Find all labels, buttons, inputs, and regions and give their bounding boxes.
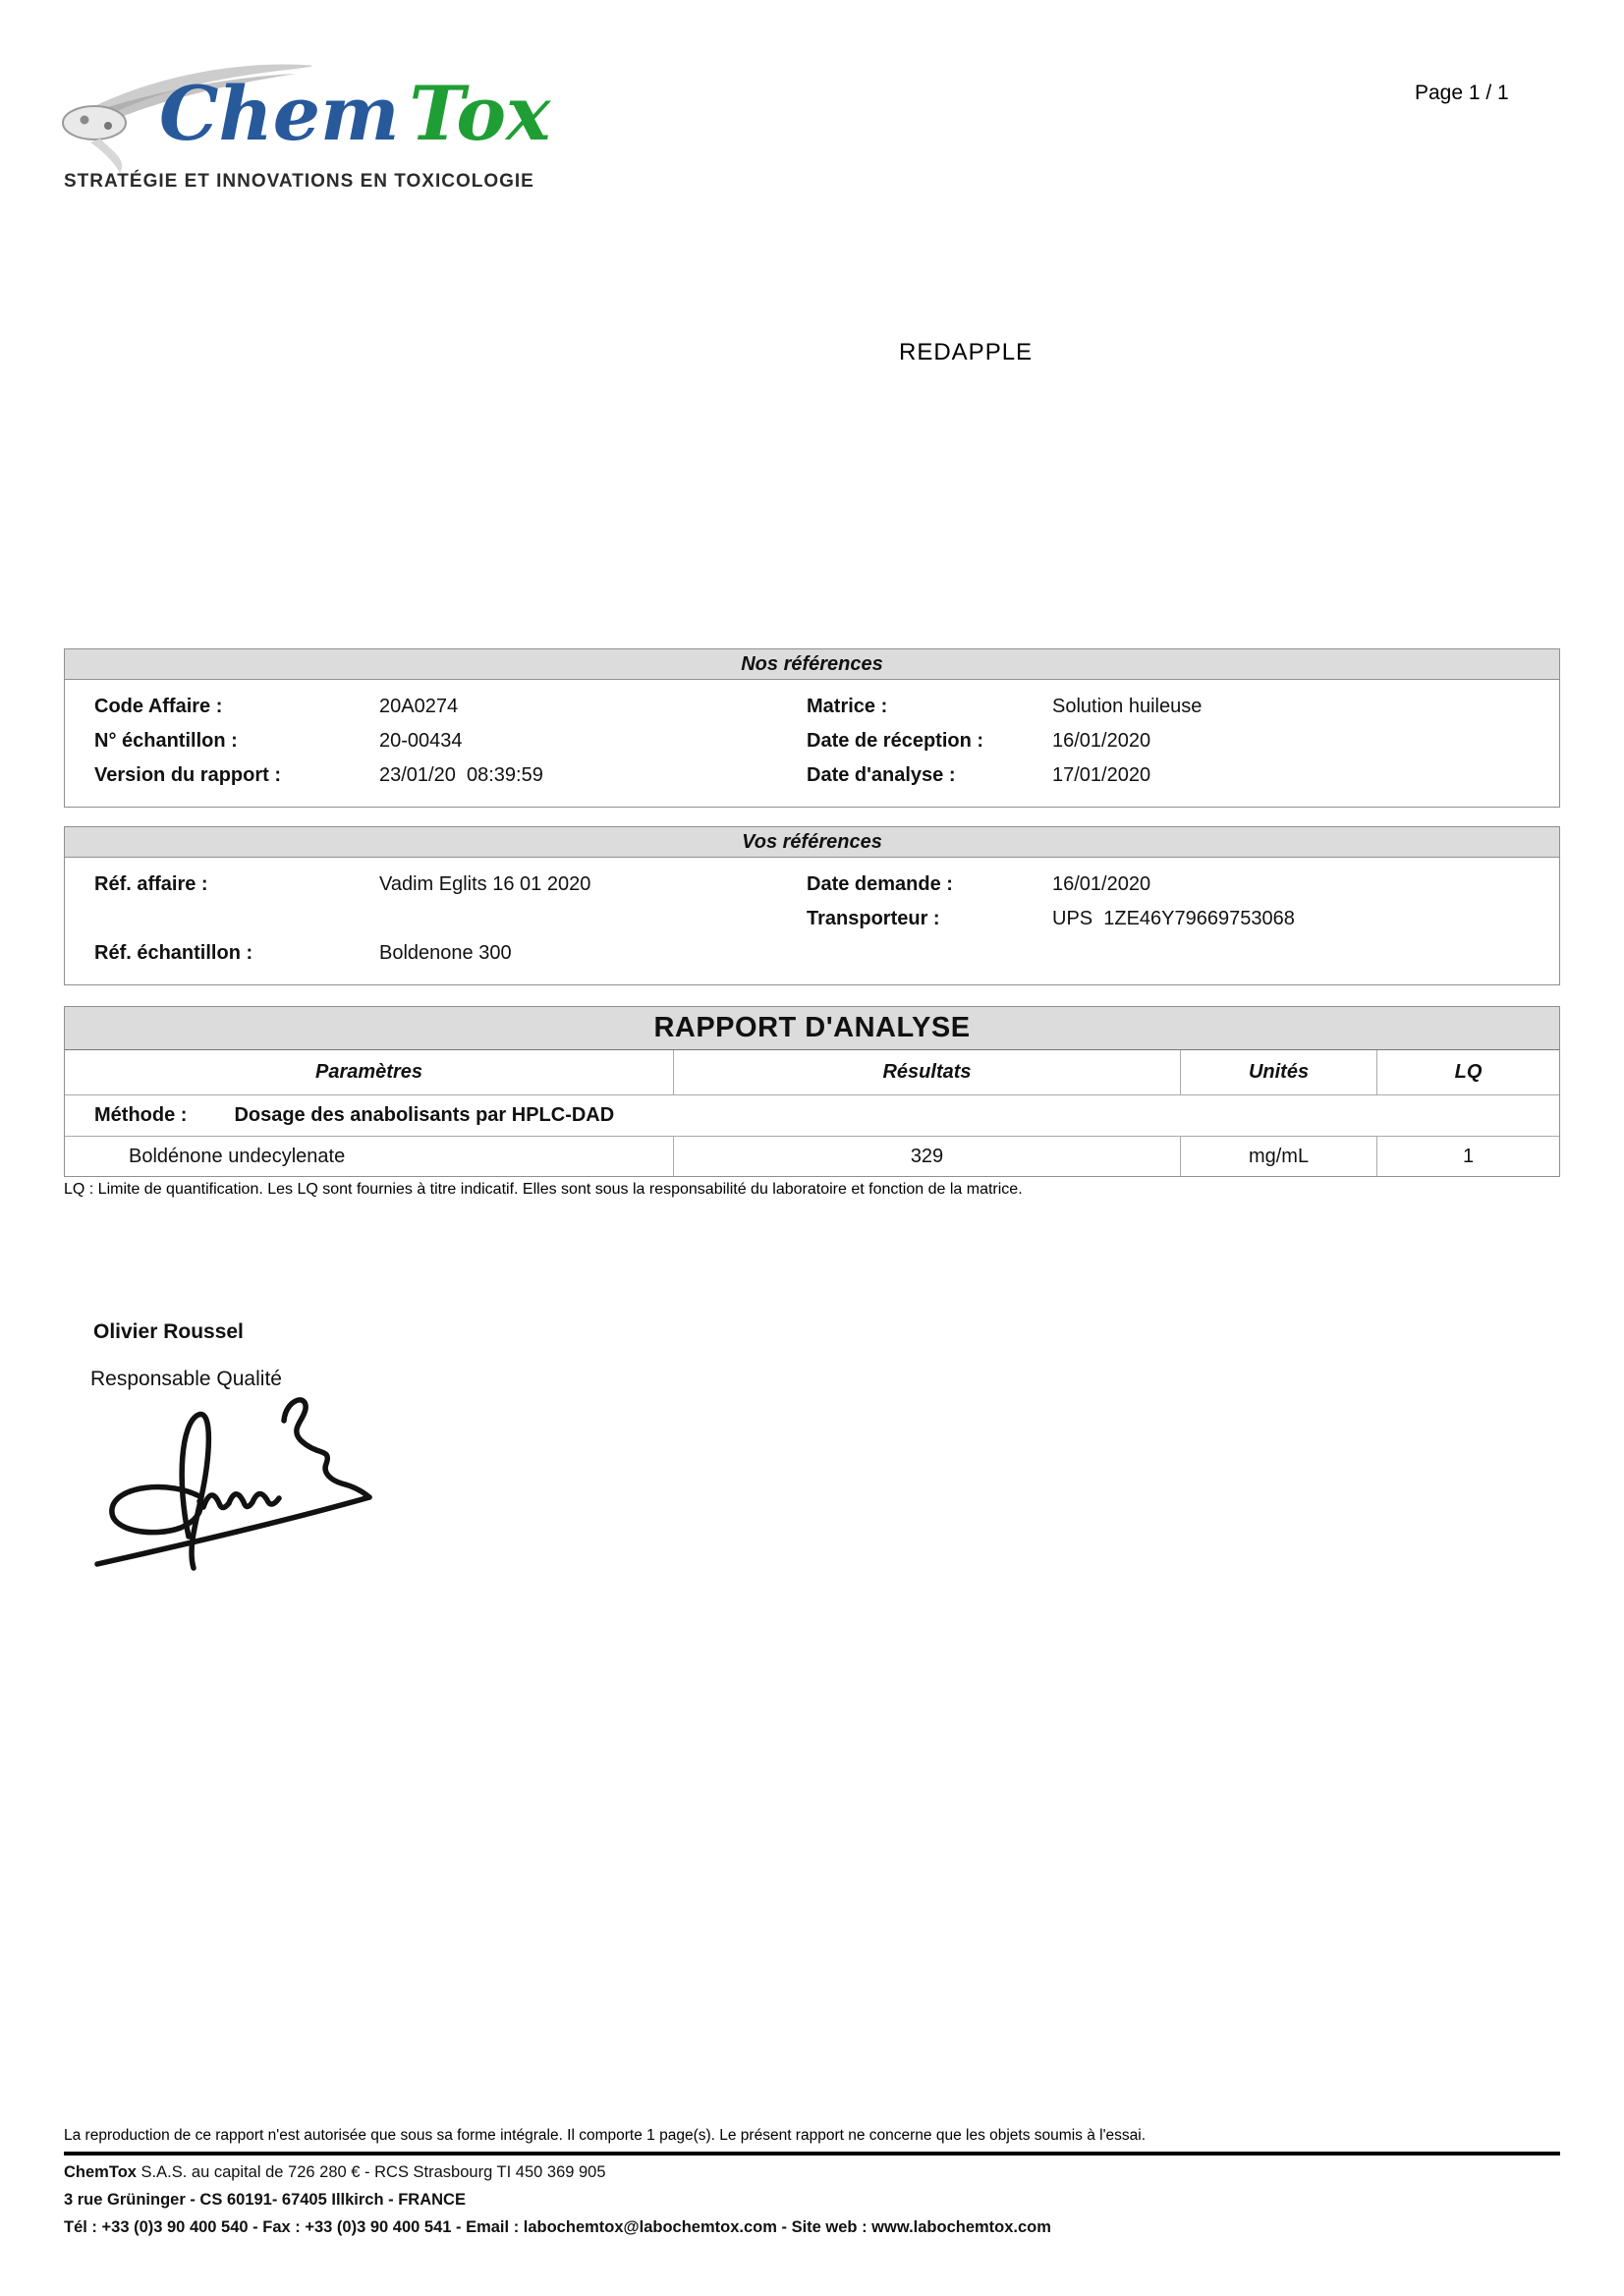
- client-name: REDAPPLE: [899, 339, 1034, 365]
- field-value: 16/01/2020: [1052, 730, 1151, 752]
- field-value: 20A0274: [379, 696, 459, 717]
- result-row: [65, 1137, 1559, 1176]
- column-header-row: [65, 1050, 1559, 1095]
- field-value: UPS 1ZE46Y79669753068: [1052, 908, 1295, 929]
- field-label: Réf. échantillon :: [94, 942, 253, 964]
- signatory-name: Olivier Roussel: [93, 1320, 244, 1343]
- signatory-role: Responsable Qualité: [90, 1368, 282, 1390]
- field-value: 16/01/2020: [1052, 873, 1151, 895]
- footer-company-line: [64, 2163, 606, 2182]
- handwritten-signature: [84, 1387, 388, 1579]
- vos-references-table: [64, 826, 1560, 985]
- vos-references-title: Vos références: [65, 827, 1559, 858]
- page-number: Page 1 / 1: [1415, 82, 1509, 104]
- table-row: [65, 902, 1559, 936]
- nos-references-table: [64, 648, 1560, 808]
- result-lq: 1: [1376, 1137, 1559, 1176]
- result-parametre: Boldénone undecylenate: [129, 1145, 346, 1167]
- table-row: [65, 936, 1559, 971]
- field-label: Date demande :: [807, 873, 953, 895]
- field-label: Code Affaire :: [94, 696, 223, 717]
- field-value: 23/01/20 08:39:59: [379, 764, 543, 786]
- field-value: Solution huileuse: [1052, 696, 1203, 717]
- column-header-resultats: Résultats: [673, 1050, 1180, 1094]
- chemtox-logo: [39, 41, 550, 203]
- lq-footnote: LQ : Limite de quantification. Les LQ sont fournies à titre indicatif. Elles sont sous la responsabilité du laboratoire et fonction de la matrice.: [64, 1181, 1023, 1198]
- column-header-lq: LQ: [1376, 1050, 1559, 1094]
- field-value: 17/01/2020: [1052, 764, 1151, 786]
- result-value: 329: [673, 1137, 1180, 1176]
- field-label: N° échantillon :: [94, 730, 238, 752]
- footer-company-name: ChemTox: [64, 2163, 137, 2181]
- method-label: Méthode :: [94, 1104, 188, 1126]
- footer-company-details: S.A.S. au capital de 726 280 € - RCS Strasbourg TI 450 369 905: [136, 2163, 606, 2181]
- field-label: Matrice :: [807, 696, 888, 717]
- field-label: Transporteur :: [807, 908, 940, 929]
- result-unit: mg/mL: [1180, 1137, 1376, 1176]
- brand-tagline: STRATÉGIE ET INNOVATIONS EN TOXICOLOGIE: [64, 171, 534, 192]
- field-label: Réf. affaire :: [94, 873, 208, 895]
- analysis-report-title: RAPPORT D'ANALYSE: [65, 1007, 1559, 1050]
- footer-contact-line: Tél : +33 (0)3 90 400 540 - Fax : +33 (0)3 90 400 541 - Email : labochemtox@labochemtox.com - Site web : www.labochemtox.com: [64, 2218, 1051, 2236]
- reproduction-note: La reproduction de ce rapport n'est autorisée que sous sa forme intégrale. Il comporte 1 page(s). Le présent rapport ne concerne que les objets soumis à l'essai.: [64, 2127, 1147, 2144]
- table-row: [65, 690, 1559, 724]
- brand-tox: Tox: [409, 70, 551, 157]
- brand-chem: Chem: [159, 70, 400, 157]
- brand-wordmark: [159, 70, 551, 157]
- field-label: Version du rapport :: [94, 764, 282, 786]
- nos-references-title: Nos références: [65, 649, 1559, 680]
- field-label: Date de réception :: [807, 730, 984, 752]
- column-header-unites: Unités: [1180, 1050, 1376, 1094]
- field-value: 20-00434: [379, 730, 463, 752]
- footer-address-line: 3 rue Grüninger - CS 60191- 67405 Illkirch - FRANCE: [64, 2191, 466, 2209]
- column-header-parametres: Paramètres: [315, 1061, 422, 1083]
- method-value: Dosage des anabolisants par HPLC-DAD: [234, 1104, 615, 1126]
- field-value: Vadim Eglits 16 01 2020: [379, 873, 591, 895]
- method-row: [65, 1095, 1559, 1137]
- field-value: Boldenone 300: [379, 942, 512, 964]
- table-row: [65, 724, 1559, 758]
- table-row: [65, 868, 1559, 902]
- field-label: Date d'analyse :: [807, 764, 956, 786]
- table-row: [65, 758, 1559, 793]
- analysis-report-table: [64, 1006, 1560, 1177]
- footer-divider: [64, 2152, 1560, 2156]
